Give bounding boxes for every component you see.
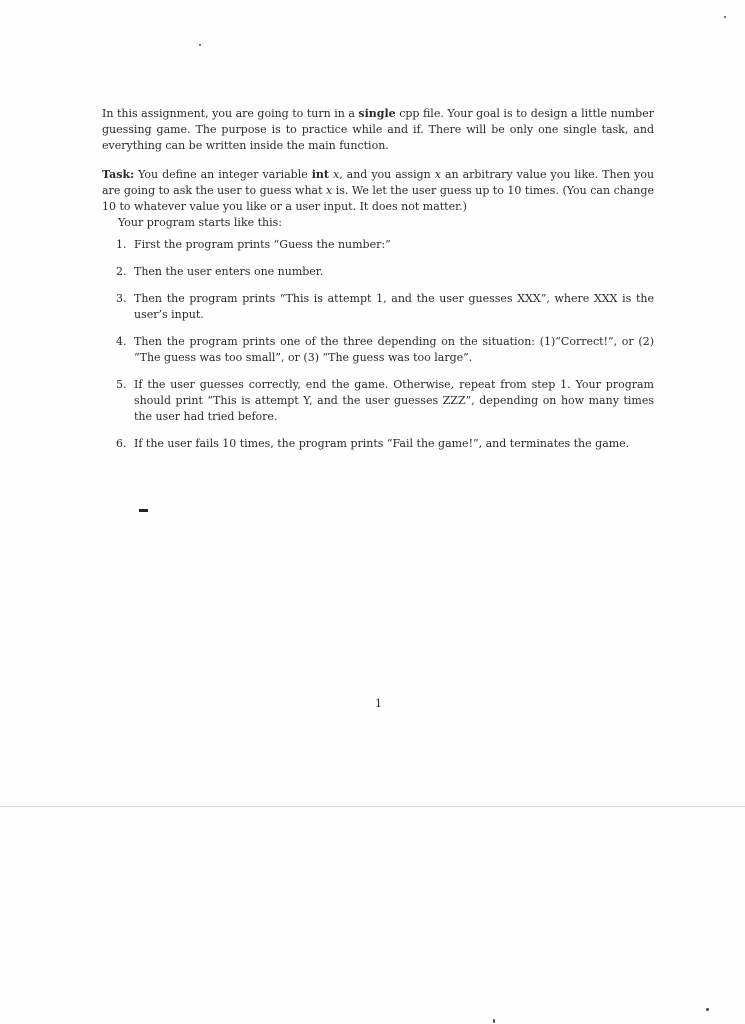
assignment-text: [102, 106, 654, 463]
scan-mark: [139, 509, 148, 512]
program-starts-line: Your program starts like this:: [118, 216, 283, 229]
intro-paragraph: In this assignment, you are going to turn in a single cpp file. Your goal is to design a little number guessing game. The purpose is to practice while and if. There will be only one single task, and everything can be written inside the main function.: [102, 107, 654, 152]
scan-speck: [199, 44, 201, 46]
list-item: 6. If the user fails 10 times, the program prints “Fail the game!”, and terminates the game.: [116, 437, 630, 450]
list-item: 5. If the user guesses correctly, end the game. Otherwise, repeat from step 1. Your program should print “This is attempt Y, and the user guesses ZZZ”, depending on how many times the user had tried before.: [116, 378, 654, 423]
scan-speck: [493, 1019, 495, 1023]
steps-list: [102, 237, 654, 452]
scan-speck: [724, 16, 726, 18]
list-item: 1. First the program prints “Guess the number:”: [116, 238, 391, 251]
page-number: 1: [375, 697, 382, 710]
list-item: 3. Then the program prints “This is attempt 1, and the user guesses XXX”, where XXX is the user’s input.: [116, 292, 654, 321]
scan-speck: [706, 1008, 709, 1011]
page-edge-line: [0, 806, 745, 807]
task-label: Task:: [102, 168, 135, 181]
task-paragraph: Task: You define an integer variable int x, and you assign x an arbitrary value you like. Then you are going to ask the user to guess what x is. We let the user guess up to 10 times. (You can change 10 to whatever value you like or a user input. It does not matter.): [102, 168, 655, 213]
list-item: 4. Then the program prints one of the three depending on the situation: (1)“Correct!”, or (2) “The guess was too small”, or (3) “The guess was too large”.: [116, 335, 654, 364]
list-item: 2. Then the user enters one number.: [116, 265, 324, 278]
